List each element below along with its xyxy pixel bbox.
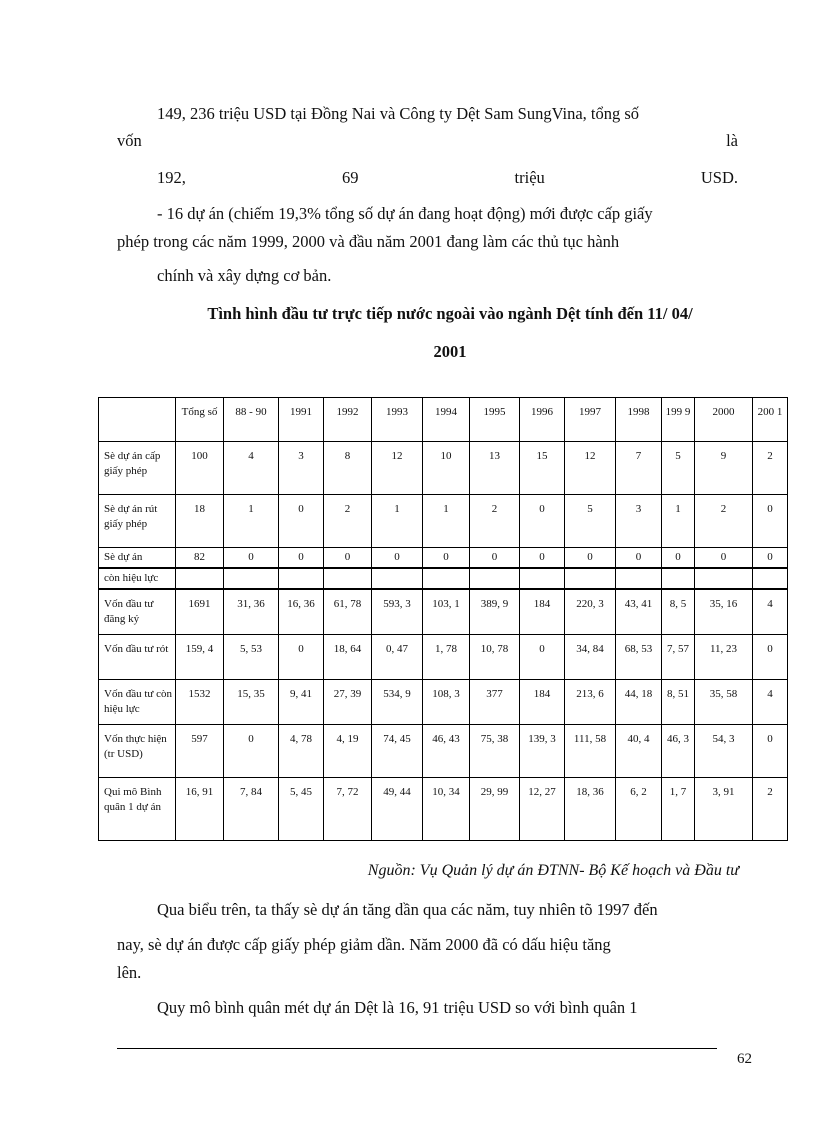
table-cell: 4 <box>753 680 788 725</box>
row-label: Sè dự án <box>99 548 176 569</box>
table-cell: 7, 84 <box>224 778 279 841</box>
table-cell: 2 <box>470 495 520 548</box>
table-cell: 111, 58 <box>565 725 616 778</box>
header-cell: 1994 <box>423 398 470 442</box>
table-cell: 35, 16 <box>695 589 753 635</box>
table-cell <box>470 568 520 589</box>
table-cell: 82 <box>176 548 224 569</box>
table-cell: 0 <box>224 548 279 569</box>
row-label: Sè dự án rút giấy phép <box>99 495 176 548</box>
after-line-1: Qua biểu trên, ta thấy sè dự án tăng dần qua các năm, tuy nhiên tõ 1997 đến <box>157 900 658 919</box>
table-cell: 0 <box>520 495 565 548</box>
table-cell: 0 <box>324 548 372 569</box>
table-cell: 0 <box>520 548 565 569</box>
table-cell <box>423 568 470 589</box>
row-label: Vốn đầu tư rót <box>99 635 176 680</box>
header-cell: 1995 <box>470 398 520 442</box>
table-cell: 7 <box>616 442 662 495</box>
row-label: Qui mô Bình quân 1 dự án <box>99 778 176 841</box>
table-cell: 1532 <box>176 680 224 725</box>
table-body <box>99 398 788 841</box>
header-cell: 1997 <box>565 398 616 442</box>
table-cell: 534, 9 <box>372 680 423 725</box>
table-cell: 7, 57 <box>662 635 695 680</box>
header-cell: 1998 <box>616 398 662 442</box>
table-cell: 1 <box>372 495 423 548</box>
table-cell <box>224 568 279 589</box>
table-cell: 43, 41 <box>616 589 662 635</box>
table-cell: 0 <box>279 548 324 569</box>
table-cell: 10, 34 <box>423 778 470 841</box>
table-cell: 5 <box>565 495 616 548</box>
header-cell: 200 1 <box>753 398 788 442</box>
header-cell: 88 - 90 <box>224 398 279 442</box>
table-cell: 18, 36 <box>565 778 616 841</box>
table-cell: 2 <box>324 495 372 548</box>
page-number: 62 <box>737 1051 752 1067</box>
table-row <box>99 680 788 725</box>
row-label: Vốn đầu tư đăng ký <box>99 589 176 635</box>
table-cell <box>695 568 753 589</box>
table-cell: 8, 51 <box>662 680 695 725</box>
table-cell: 0 <box>279 635 324 680</box>
table-cell: 10 <box>423 442 470 495</box>
table-cell: 75, 38 <box>470 725 520 778</box>
footer-rule <box>117 1048 717 1049</box>
table-cell: 1, 7 <box>662 778 695 841</box>
table-cell: 29, 99 <box>470 778 520 841</box>
header-cell <box>99 398 176 442</box>
table-cell: 5 <box>662 442 695 495</box>
table-cell: 12, 27 <box>520 778 565 841</box>
table-cell: 2 <box>753 442 788 495</box>
table-cell: 18, 64 <box>324 635 372 680</box>
header-cell: 2000 <box>695 398 753 442</box>
intro-line-2-left: vốn <box>117 131 142 150</box>
table-cell: 8 <box>324 442 372 495</box>
table-cell: 0 <box>753 495 788 548</box>
table-cell: 4 <box>224 442 279 495</box>
table-cell: 3, 91 <box>695 778 753 841</box>
intro-line-3 <box>157 168 738 188</box>
intro-line-1: 149, 236 triệu USD tại Đồng Nai và Công ty Dệt Sam SungVina, tổng số <box>157 104 640 123</box>
intro-line-2-right: là <box>726 131 738 150</box>
table-cell: 0 <box>565 548 616 569</box>
table-cell: 16, 36 <box>279 589 324 635</box>
table-cell: 5, 53 <box>224 635 279 680</box>
table-cell <box>324 568 372 589</box>
table-row <box>99 442 788 495</box>
table-cell: 100 <box>176 442 224 495</box>
table-cell: 1 <box>423 495 470 548</box>
header-cell: 1992 <box>324 398 372 442</box>
table-cell: 61, 78 <box>324 589 372 635</box>
table-cell: 3 <box>279 442 324 495</box>
row-label: Sè dự án cấp giấy phép <box>99 442 176 495</box>
table-cell: 15 <box>520 442 565 495</box>
intro-line-6: chính và xây dựng cơ bản. <box>157 266 332 285</box>
table-cell: 54, 3 <box>695 725 753 778</box>
table-cell <box>753 568 788 589</box>
header-cell: 1993 <box>372 398 423 442</box>
table-cell: 2 <box>695 495 753 548</box>
table-row <box>99 495 788 548</box>
table-cell: 3 <box>616 495 662 548</box>
table-row <box>99 589 788 635</box>
table-cell: 27, 39 <box>324 680 372 725</box>
table-cell <box>662 568 695 589</box>
header-cell: 1996 <box>520 398 565 442</box>
table-cell: 2 <box>753 778 788 841</box>
table-cell: 8, 5 <box>662 589 695 635</box>
table-cell: 10, 78 <box>470 635 520 680</box>
table-cell: 184 <box>520 680 565 725</box>
table-cell: 40, 4 <box>616 725 662 778</box>
table-cell: 9 <box>695 442 753 495</box>
table-cell: 377 <box>470 680 520 725</box>
table-cell: 213, 6 <box>565 680 616 725</box>
table-cell: 7, 72 <box>324 778 372 841</box>
table-cell: 46, 43 <box>423 725 470 778</box>
table-cell <box>520 568 565 589</box>
table-cell: 0 <box>753 635 788 680</box>
table-cell: 4, 78 <box>279 725 324 778</box>
table-cell: 6, 2 <box>616 778 662 841</box>
table-cell: 0 <box>753 725 788 778</box>
table-cell: 1 <box>662 495 695 548</box>
table-row <box>99 725 788 778</box>
intro-line-5: phép trong các năm 1999, 2000 và đầu năm 2001 đang làm các thủ tục hành <box>117 232 620 251</box>
table-title-line-2: 2001 <box>433 342 467 361</box>
header-cell: 199 9 <box>662 398 695 442</box>
table-cell: 44, 18 <box>616 680 662 725</box>
table-cell: 0 <box>520 635 565 680</box>
intro-line-2 <box>117 131 738 151</box>
table-cell: 1691 <box>176 589 224 635</box>
table-cell: 593, 3 <box>372 589 423 635</box>
table-cell: 16, 91 <box>176 778 224 841</box>
row-label: Vốn đầu tư còn hiệu lực <box>99 680 176 725</box>
table-cell <box>279 568 324 589</box>
header-cell: 1991 <box>279 398 324 442</box>
table-cell: 74, 45 <box>372 725 423 778</box>
row-label: Vốn thực hiện (tr USD) <box>99 725 176 778</box>
table-cell: 389, 9 <box>470 589 520 635</box>
table-cell: 159, 4 <box>176 635 224 680</box>
table-cell <box>372 568 423 589</box>
table-cell: 1, 78 <box>423 635 470 680</box>
table-cell: 0 <box>423 548 470 569</box>
table-cell: 0 <box>470 548 520 569</box>
table-cell: 0 <box>224 725 279 778</box>
table-cell: 12 <box>372 442 423 495</box>
table-cell: 68, 53 <box>616 635 662 680</box>
intro-line-3-part: USD. <box>700 168 738 187</box>
table-cell: 35, 58 <box>695 680 753 725</box>
table-header-row <box>99 398 788 442</box>
table-row <box>99 778 788 841</box>
table-cell <box>616 568 662 589</box>
table-row <box>99 635 788 680</box>
header-cell: Tổng số <box>176 398 224 442</box>
table-cell: 46, 3 <box>662 725 695 778</box>
table-cell: 0 <box>279 495 324 548</box>
row-label: còn hiệu lực <box>99 568 176 589</box>
table-cell: 0, 47 <box>372 635 423 680</box>
table-cell: 5, 45 <box>279 778 324 841</box>
after-line-2: nay, sè dự án được cấp giấy phép giảm dần. Năm 2000 đã có dấu hiệu tăng <box>117 935 611 954</box>
fdi-table <box>98 397 788 841</box>
table-cell: 1 <box>224 495 279 548</box>
table-cell: 11, 23 <box>695 635 753 680</box>
table-cell: 34, 84 <box>565 635 616 680</box>
table-cell: 0 <box>695 548 753 569</box>
table-row <box>99 548 788 569</box>
table-cell: 184 <box>520 589 565 635</box>
table-cell: 597 <box>176 725 224 778</box>
table-cell: 18 <box>176 495 224 548</box>
intro-line-3-part: triệu <box>514 168 545 187</box>
table-cell: 15, 35 <box>224 680 279 725</box>
table-cell: 0 <box>662 548 695 569</box>
table-cell: 0 <box>372 548 423 569</box>
table-cell <box>176 568 224 589</box>
table-row <box>99 568 788 589</box>
table-cell: 13 <box>470 442 520 495</box>
after-line-4: Quy mô bình quân mét dự án Dệt là 16, 91 triệu USD so với bình quân 1 <box>157 998 638 1017</box>
intro-line-3-part: 192, <box>157 168 186 187</box>
table-cell <box>565 568 616 589</box>
table-title-line-1: Tình hình đầu tư trực tiếp nước ngoài vào ngành Dệt tính đến 11/ 04/ <box>207 304 693 323</box>
source-note: Nguồn: Vụ Quản lý dự án ĐTNN- Bộ Kế hoạch và Đầu tư <box>367 862 739 879</box>
table-cell: 31, 36 <box>224 589 279 635</box>
table-cell: 139, 3 <box>520 725 565 778</box>
table-cell: 12 <box>565 442 616 495</box>
after-line-3: lên. <box>117 963 142 982</box>
table-cell: 108, 3 <box>423 680 470 725</box>
intro-line-3-part: 69 <box>341 168 359 187</box>
table-cell: 0 <box>753 548 788 569</box>
table-cell: 49, 44 <box>372 778 423 841</box>
table-cell: 0 <box>616 548 662 569</box>
table-cell: 9, 41 <box>279 680 324 725</box>
table-cell: 4, 19 <box>324 725 372 778</box>
intro-line-4: - 16 dự án (chiếm 19,3% tổng số dự án đang hoạt động) mới được cấp giấy <box>157 204 653 223</box>
table-cell: 220, 3 <box>565 589 616 635</box>
table-cell: 4 <box>753 589 788 635</box>
table-cell: 103, 1 <box>423 589 470 635</box>
